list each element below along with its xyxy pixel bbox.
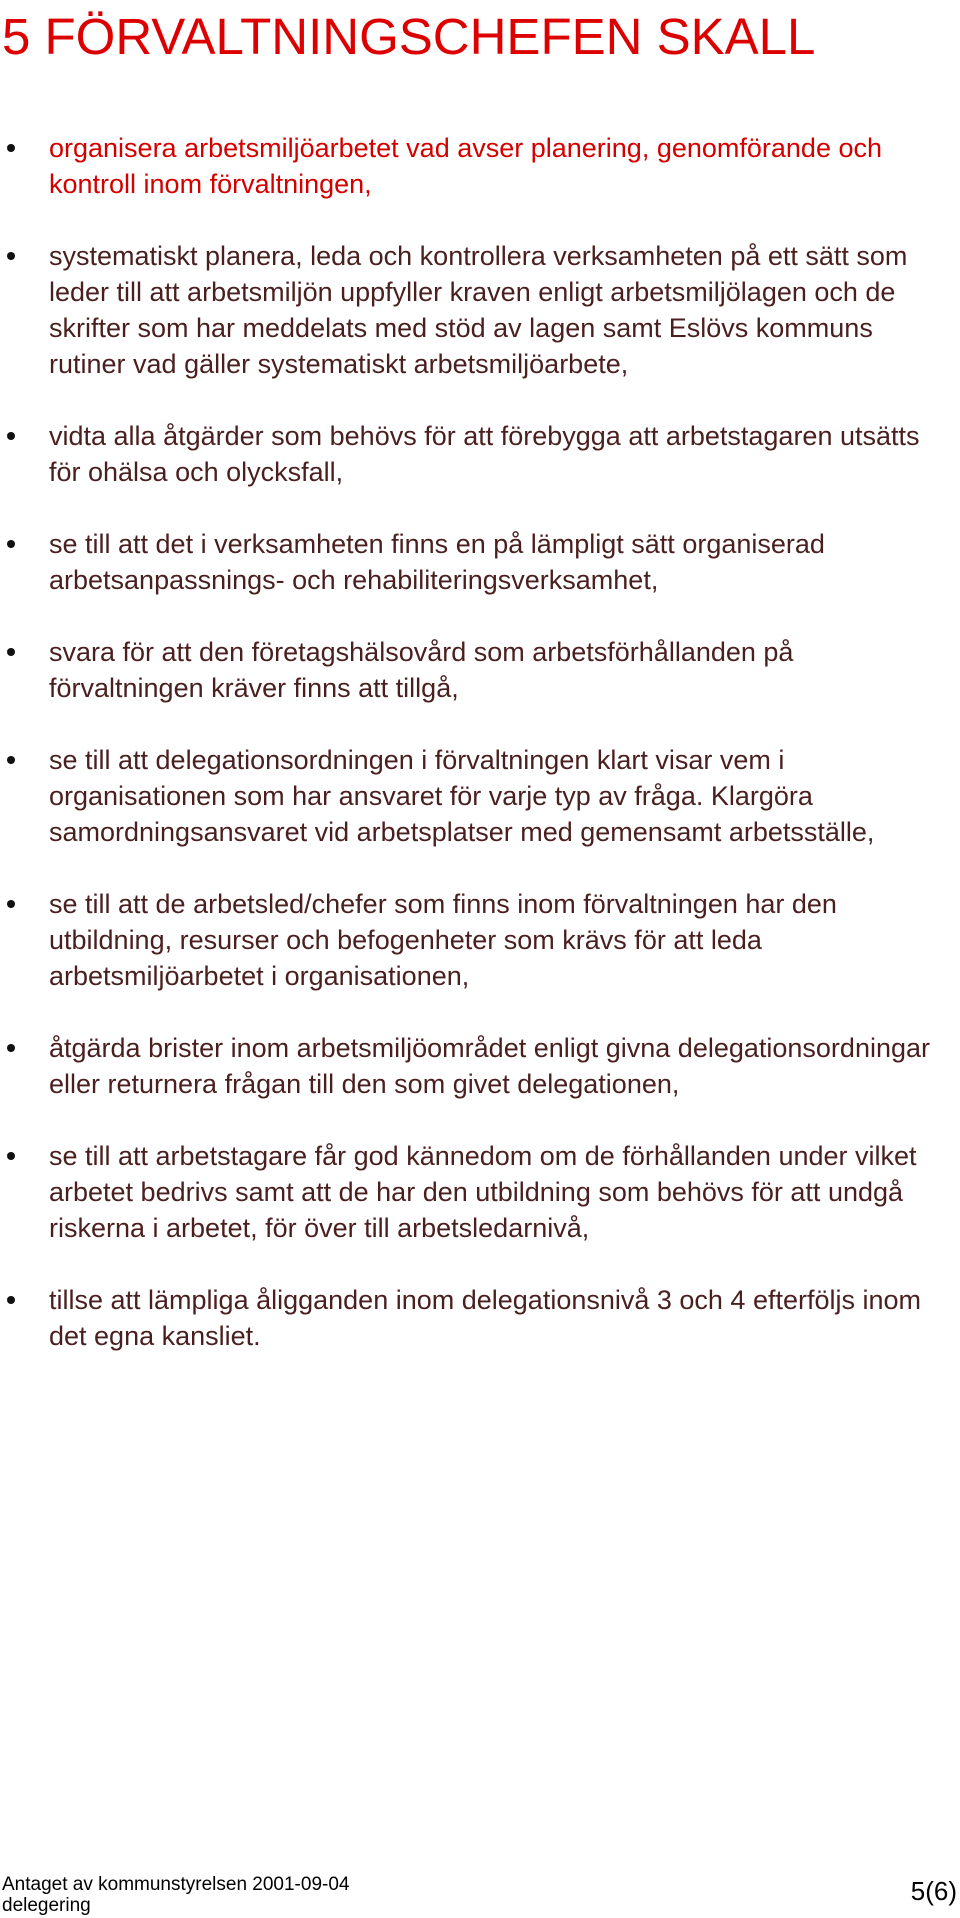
list-item bbox=[0, 1282, 960, 1354]
list-item bbox=[0, 130, 960, 202]
page-number: 5(6) bbox=[910, 1876, 957, 1906]
list-item-text: svara för att den företagshälsovård som arbetsförhållanden på förvaltningen kräver finns att tillgå, bbox=[49, 637, 794, 703]
bullet-icon bbox=[7, 756, 15, 764]
footer-adoption-date: Antaget av kommunstyrelsen 2001-09-04 bbox=[2, 1874, 350, 1895]
list-item bbox=[0, 634, 960, 706]
footer-document-type: delegering bbox=[2, 1895, 91, 1916]
list-item-text: tillse att lämpliga åligganden inom delegationsnivå 3 och 4 efterföljs inom det egna kansliet. bbox=[49, 1285, 922, 1351]
list-item bbox=[0, 418, 960, 490]
list-item bbox=[0, 886, 960, 994]
bullet-icon bbox=[7, 1044, 15, 1052]
list-item bbox=[0, 742, 960, 850]
list-item-text: vidta alla åtgärder som behövs för att förebygga att arbetstagaren utsätts för ohälsa och olycksfall, bbox=[49, 421, 920, 487]
list-item-text: se till att delegationsordningen i förvaltningen klart visar vem i organisationen som har ansvaret för varje typ av fråga. Klargöra samordningsansvaret vid arbetsplatser med gemensamt arbetsställe, bbox=[49, 745, 875, 847]
list-item bbox=[0, 526, 960, 598]
bullet-icon bbox=[7, 900, 15, 908]
list-item bbox=[0, 238, 960, 382]
bullet-icon bbox=[7, 252, 15, 260]
bullet-icon bbox=[7, 648, 15, 656]
list-item-text: se till att de arbetsled/chefer som finns inom förvaltningen har den utbildning, resurser och befogenheter som krävs för att leda arbetsmiljöarbetet i organisationen, bbox=[49, 889, 837, 991]
list-item bbox=[0, 1030, 960, 1102]
footer-info bbox=[2, 1874, 349, 1916]
responsibility-list bbox=[0, 130, 960, 1390]
bullet-icon bbox=[7, 144, 15, 152]
list-item-text: systematiskt planera, leda och kontrollera verksamheten på ett sätt som leder till att arbetsmiljön uppfyller kraven enligt arbetsmiljölagen och de skrifter som har meddelats med stöd av lagen samt Eslövs kommuns rutiner vad gäller systematiskt arbetsmiljöarbete, bbox=[49, 241, 908, 379]
page-heading: 5 FÖRVALTNINGSCHEFEN SKALL bbox=[2, 8, 816, 65]
list-item-text: se till att det i verksamheten finns en på lämpligt sätt organiserad arbetsanpassnings- och rehabiliteringsverksamhet, bbox=[49, 529, 825, 595]
list-item-text: åtgärda brister inom arbetsmiljöområdet enligt givna delegationsordningar eller returnera frågan till den som givet delegationen, bbox=[49, 1033, 930, 1099]
bullet-icon bbox=[7, 540, 15, 548]
list-item-text: organisera arbetsmiljöarbetet vad avser planering, genomförande och kontroll inom förvaltningen, bbox=[49, 133, 882, 199]
bullet-icon bbox=[7, 432, 15, 440]
bullet-icon bbox=[7, 1152, 15, 1160]
list-item bbox=[0, 1138, 960, 1246]
list-item-text: se till att arbetstagare får god kännedom om de förhållanden under vilket arbetet bedrivs samt att de har den utbildning som behövs för att undgå riskerna i arbetet, för över till arbetsledarnivå, bbox=[49, 1141, 917, 1243]
bullet-icon bbox=[7, 1296, 15, 1304]
